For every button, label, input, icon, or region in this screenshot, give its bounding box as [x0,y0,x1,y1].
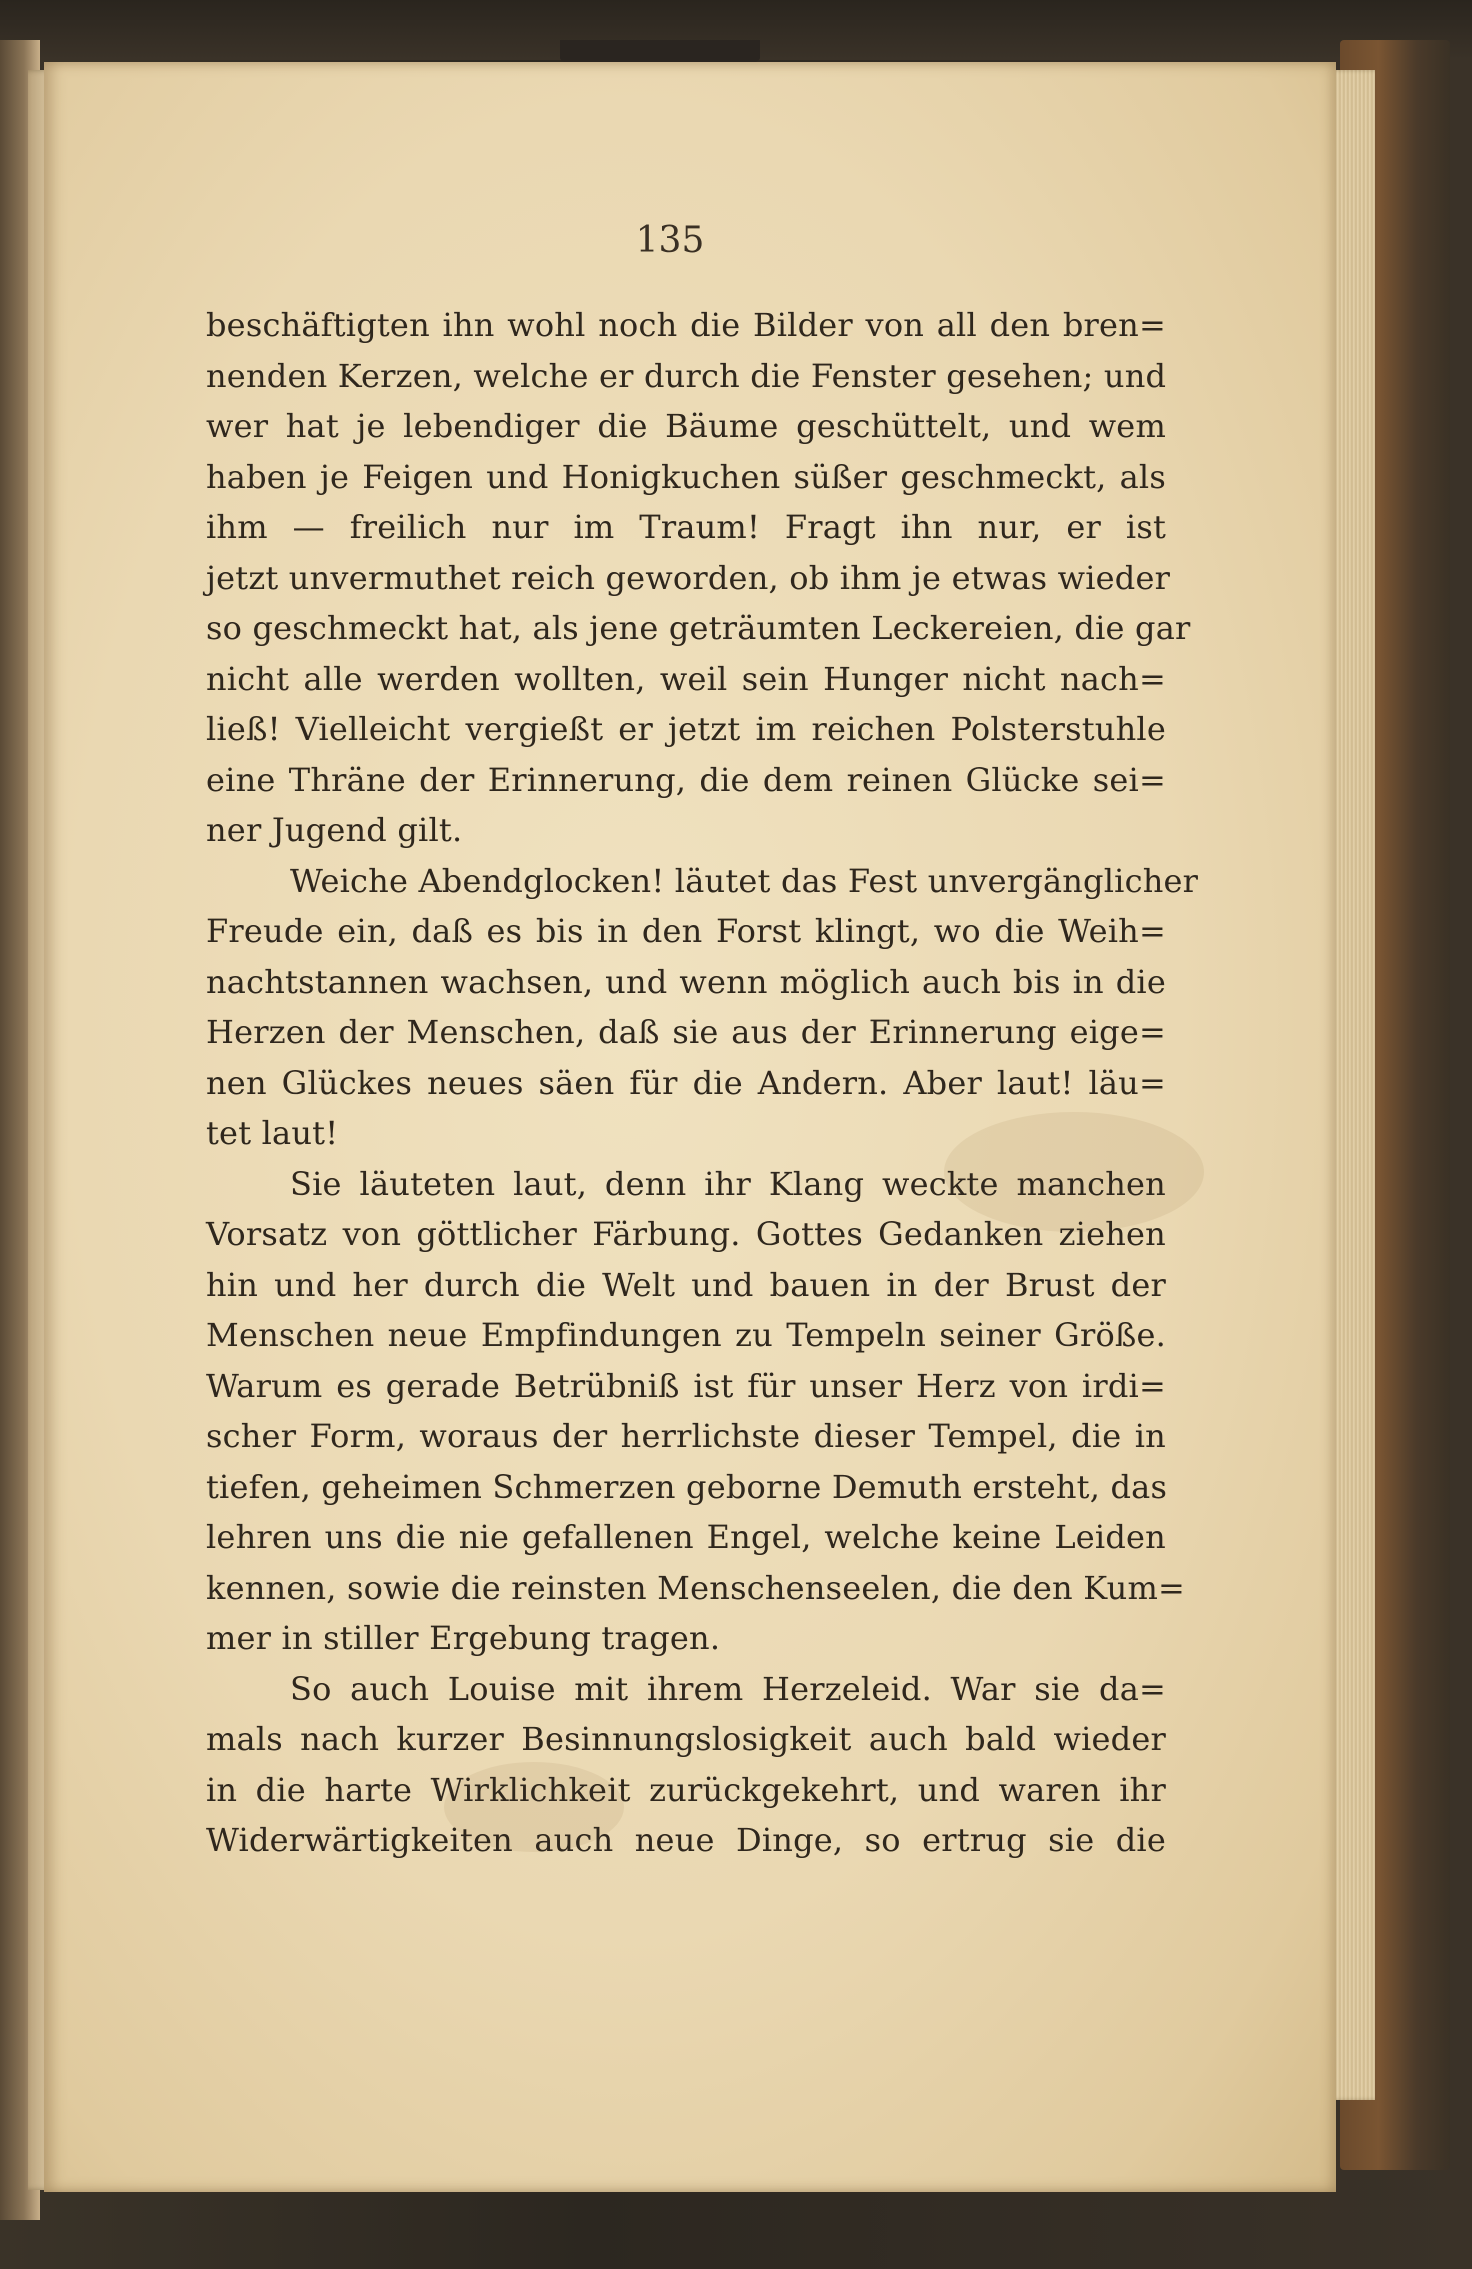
page-number: 135 [635,220,705,261]
text-line: nenden Kerzen, welche er durch die Fenster gesehen; und [206,356,1167,395]
text-line: scher Form, woraus der herrlichste dieser Tempel, die in [206,1417,1166,1455]
text-line: eine Thräne der Erinnerung, die dem reinen Glücke sei= [206,760,1166,799]
text-line: Warum es gerade Betrübniß ist für unser Herz von irdi= [206,1366,1166,1405]
text-line: mals nach kurzer Besinnungslosigkeit auch bald wieder [206,1720,1166,1758]
text-line: kennen, sowie die reinsten Menschenseelen, die den Kum= [206,1568,1185,1607]
text-line: nen Glückes neues säen für die Andern. Aber laut! läu= [206,1063,1166,1102]
text-line: wer hat je lebendiger die Bäume geschüttelt, und wem [206,407,1166,445]
page-text [206,300,1199,1866]
text-line: jetzt unvermuthet reich geworden, ob ihm je etwas wieder [206,558,1171,597]
text-line: so geschmeckt hat, als jene geträumten Leckereien, die gar [206,609,1191,647]
text-line: tet laut! [206,1114,339,1152]
text-line: in die harte Wirklichkeit zurückgekehrt, und waren ihr [206,1770,1166,1809]
text-line: lehren uns die nie gefallenen Engel, welche keine Leiden [206,1518,1166,1556]
text-line: Weiche Abendglocken! läutet das Fest unvergänglicher [290,861,1199,900]
text-line: Widerwärtigkeiten auch neue Dinge, so ertrug sie die [206,1821,1166,1859]
text-line: Herzen der Menschen, daß sie aus der Erinnerung eige= [206,1013,1166,1051]
text-line: tiefen, geheimen Schmerzen geborne Demuth ersteht, das [206,1467,1168,1506]
text-line: Freude ein, daß es bis in den Forst klingt, wo die Weih= [206,912,1166,950]
text-line: haben je Feigen und Honigkuchen süßer geschmeckt, als [206,457,1166,496]
text-line: ihm — freilich nur im Traum! Fragt ihn nur, er ist [206,508,1166,546]
text-line: So auch Louise mit ihrem Herzeleid. War sie da= [290,1669,1166,1708]
text-line: mer in stiller Ergebung tragen. [206,1619,721,1657]
page-stack-edge [1330,70,1375,2100]
text-line: Sie läuteten laut, denn ihr Klang weckte manchen [290,1164,1166,1203]
text-line: Menschen neue Empfindungen zu Tempeln seiner Größe. [206,1316,1166,1354]
text-line: ließ! Vielleicht vergießt er jetzt im reichen Polsterstuhle [206,710,1166,748]
text-line: beschäftigten ihn wohl noch die Bilder von all den bren= [206,306,1166,344]
text-line: nicht alle werden wollten, weil sein Hunger nicht nach= [206,659,1166,698]
text-line: Vorsatz von göttlicher Färbung. Gottes Gedanken ziehen [206,1215,1166,1253]
text-line: ner Jugend gilt. [206,811,463,849]
text-line: hin und her durch die Welt und bauen in der Brust der [206,1265,1166,1304]
text-line: nachtstannen wachsen, und wenn möglich auch bis in die [206,962,1166,1001]
